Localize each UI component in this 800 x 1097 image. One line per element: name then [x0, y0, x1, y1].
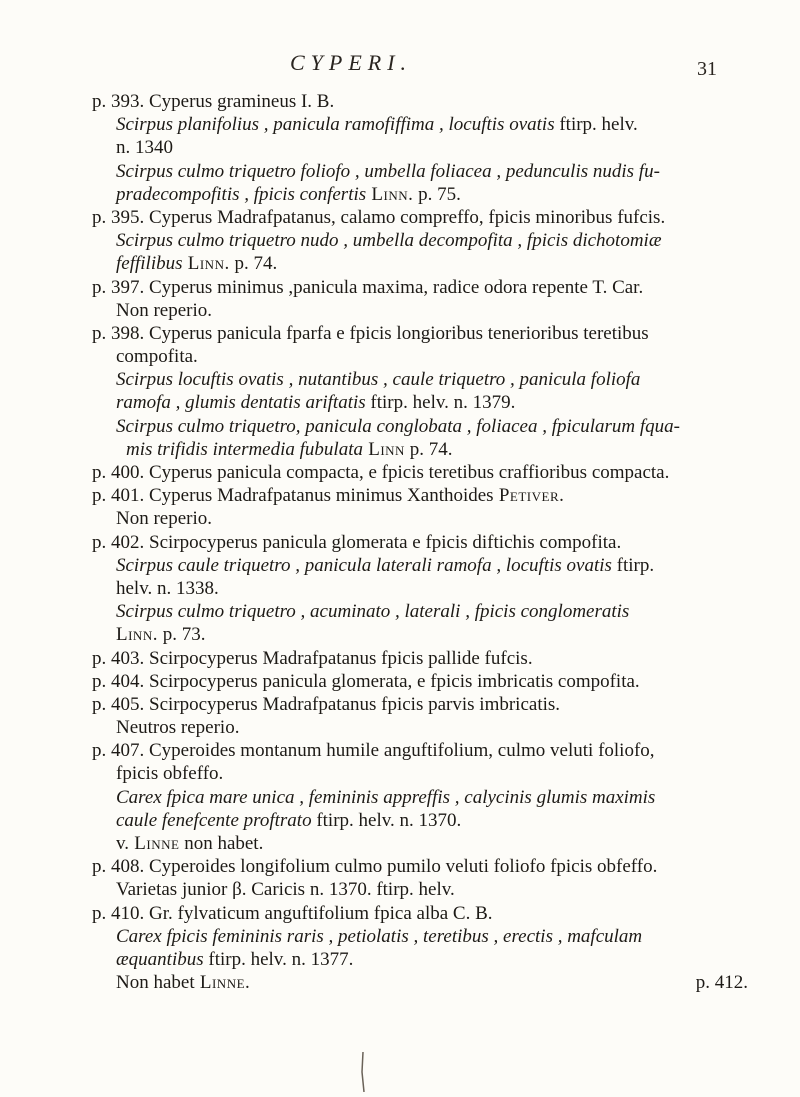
text-line	[92, 623, 772, 646]
text-segment: p. 74.	[229, 253, 278, 275]
text-line	[92, 832, 772, 855]
text-segment: helv. n. 1338.	[116, 577, 219, 599]
text-segment: p. 397. Cyperus minimus ,panicula maxima, radice odora repente T. Car.	[92, 276, 644, 298]
text-segment: p. 405. Scirpocyperus Madrafpatanus fpicis parvis imbricatis.	[92, 693, 561, 715]
text-segment: Linn	[362, 438, 405, 460]
body-text	[92, 90, 772, 994]
text-line	[92, 438, 772, 461]
text-segment: ftirp. helv. n. 1379.	[365, 392, 516, 414]
text-segment: Scirpus planifolius , panicula ramofiffima , locuftis ovatis	[116, 114, 555, 136]
text-segment: mis trifidis intermedia fubulata	[126, 438, 363, 460]
text-line	[92, 391, 772, 414]
text-line	[92, 693, 772, 716]
text-line	[92, 136, 772, 159]
text-line	[92, 299, 772, 322]
text-segment: p. 401. Cyperus Madrafpatanus minimus Xanthoides	[92, 485, 494, 507]
text-line	[92, 160, 772, 183]
text-line	[92, 786, 772, 809]
text-segment: ftirp. helv.	[554, 114, 638, 136]
text-segment: p. 73.	[157, 624, 206, 646]
text-segment: v.	[116, 833, 130, 854]
text-segment: n. 1340	[116, 137, 173, 159]
text-line	[92, 531, 772, 554]
ink-stroke-mark	[360, 1052, 366, 1092]
text-segment: p. 74.	[404, 438, 453, 460]
text-line	[92, 206, 772, 229]
text-line	[92, 809, 772, 832]
text-segment: Carex fpicis femininis raris , petiolatis , teretibus , erectis , mafculam	[116, 925, 643, 947]
text-segment: ramofa , glumis dentatis ariftatis	[116, 392, 366, 414]
text-segment: p. 407. Cyperoides montanum humile anguftifolium, culmo veluti foliofo,	[92, 740, 655, 762]
text-segment: Non reperio.	[116, 508, 213, 530]
text-line	[92, 670, 772, 693]
text-segment: Scirpus culmo triquetro , acuminato , laterali , fpicis conglomeratis	[116, 601, 630, 623]
text-line	[92, 461, 772, 484]
text-segment: Linn.	[116, 624, 158, 646]
text-line	[92, 948, 772, 971]
text-line	[92, 368, 772, 391]
text-line	[92, 716, 772, 739]
page-header	[0, 50, 800, 90]
text-segment: Linne	[129, 833, 180, 854]
text-segment: p. 398. Cyperus panicula fparfa e fpicis longioribus tenerioribus teretibus	[92, 322, 649, 344]
text-line	[92, 345, 772, 368]
text-segment: feffilibus	[116, 253, 183, 275]
text-segment: Linn.	[366, 183, 414, 205]
text-line	[92, 276, 772, 299]
text-segment: Carex fpica mare unica , femininis appreffis , calycinis glumis maximis	[116, 786, 656, 808]
text-segment: p. 393. Cyperus gramineus I. B.	[92, 91, 335, 112]
text-line	[92, 971, 772, 994]
text-segment: p. 400. Cyperus panicula compacta, e fpicis teretibus craffioribus compacta.	[92, 462, 670, 483]
text-segment: Neutros reperio.	[116, 717, 240, 739]
text-line	[92, 322, 772, 345]
text-segment: caule fenefcente proftrato	[116, 809, 312, 831]
text-segment: Scirpus culmo triquetro, panicula conglobata , foliacea , fpicularum fqua-	[116, 415, 680, 437]
text-line	[92, 600, 772, 623]
text-line	[92, 90, 772, 113]
text-segment: æquantibus	[116, 948, 204, 970]
text-segment: Non reperio.	[116, 299, 213, 321]
text-line	[92, 878, 772, 901]
text-segment: p. 402. Scirpocyperus panicula glomerata e fpicis diftichis compofita.	[92, 531, 622, 553]
text-segment: ftirp. helv. n. 1370.	[311, 809, 462, 831]
text-segment: p. 75.	[413, 183, 461, 205]
text-segment: Linne.	[194, 972, 251, 994]
text-line	[92, 647, 772, 670]
catchword: p. 412.	[695, 972, 748, 994]
text-line	[92, 113, 772, 136]
text-line	[92, 739, 772, 762]
text-segment: Non habet	[116, 972, 195, 994]
text-line	[92, 855, 772, 878]
text-segment: p. 404. Scirpocyperus panicula glomerata, e fpicis imbricatis compofita.	[92, 670, 640, 692]
text-line	[92, 762, 772, 785]
text-line	[92, 507, 772, 530]
text-segment: p. 403. Scirpocyperus Madrafpatanus fpicis pallide fufcis.	[92, 647, 533, 669]
text-segment: Scirpus locuftis ovatis , nutantibus , caule triquetro , panicula foliofa	[116, 369, 641, 391]
text-segment: p. 395. Cyperus Madrafpatanus, calamo compreffo, fpicis minoribus fufcis.	[92, 206, 666, 228]
text-segment: p. 410. Gr. fylvaticum anguftifolium fpica alba C. B.	[92, 902, 493, 924]
text-segment: Linn.	[182, 253, 230, 275]
text-segment: compofita.	[116, 346, 198, 368]
text-line	[92, 902, 772, 925]
text-line	[92, 229, 772, 252]
text-segment: Scirpus culmo triquetro nudo , umbella decompofita , fpicis dichotomiæ	[116, 230, 662, 252]
text-line	[92, 554, 772, 577]
text-line	[92, 252, 772, 275]
text-segment: Varietas junior β. Caricis n. 1370. ftirp. helv.	[116, 879, 455, 901]
text-segment: non habet.	[179, 833, 264, 854]
text-segment: pradecompofitis , fpicis confertis	[116, 183, 367, 205]
running-title: CYPERI.	[290, 50, 413, 75]
text-line	[92, 484, 772, 507]
text-segment: ftirp. helv. n. 1377.	[203, 948, 354, 970]
text-segment: p. 408. Cyperoides longifolium culmo pumilo veluti foliofo fpicis obfeffo.	[92, 856, 658, 878]
text-line	[92, 415, 772, 438]
text-segment: fpicis obfeffo.	[116, 763, 224, 785]
text-segment: Scirpus caule triquetro , panicula laterali ramofa , locuftis ovatis	[116, 554, 612, 576]
text-segment: Petiver.	[493, 485, 565, 507]
text-segment: Scirpus culmo triquetro foliofo , umbella foliacea , pedunculis nudis fu-	[116, 160, 660, 182]
text-line	[92, 183, 772, 206]
text-segment: ftirp.	[611, 554, 655, 576]
text-line	[92, 577, 772, 600]
text-line	[92, 925, 772, 948]
page-number: 31	[697, 58, 717, 80]
